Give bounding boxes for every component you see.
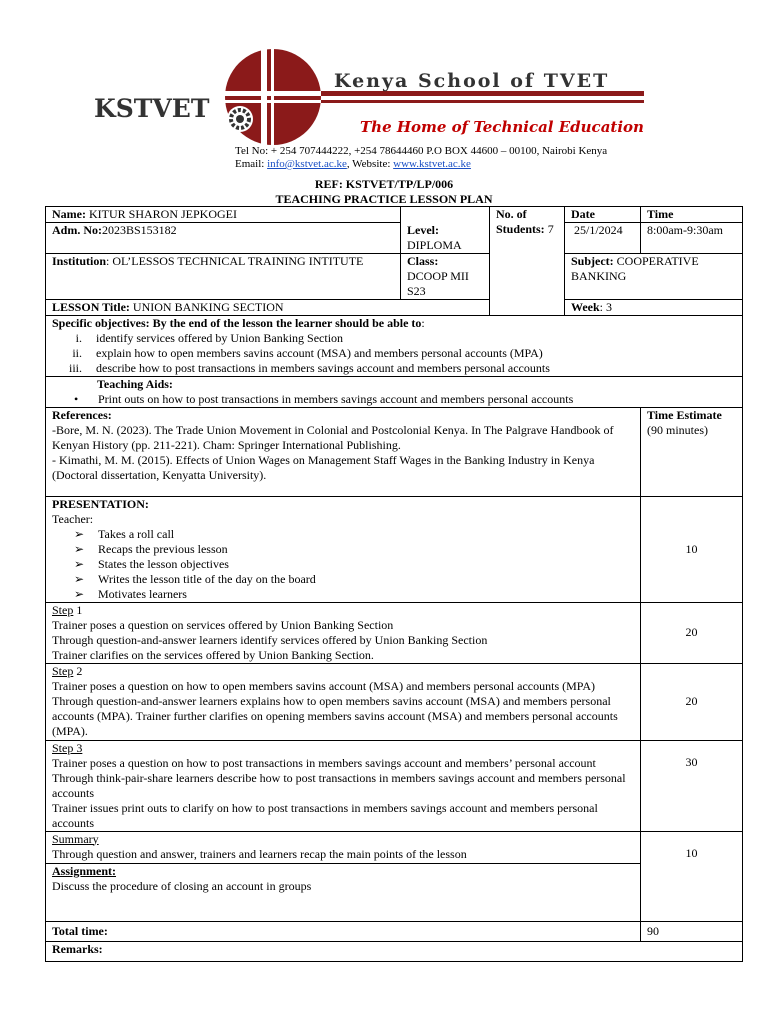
name-cell: Name: KITUR SHARON JEPKOGEI [46,207,401,223]
objective-item: ii. explain how to open members savins account (MSA) and members personal accounts (MPA) [72,345,543,360]
date-label: Date [565,207,641,223]
presentation-item: ➢ Takes a roll call [74,526,175,541]
lesson-title-cell: LESSON Title: UNION BANKING SECTION [46,299,490,315]
presentation-item: ➢ Motivates learners [74,586,187,601]
reference-1: -Bore, M. N. (2023). The Trade Union Movement in Colonial and Postcolonial Kenya. In The Palgrave Handbook of Kenyan History (pp. 211-221). Cham: Springer International Publishing. [52,422,614,452]
class-cell: Class: DCOOP MII S23 [401,253,490,299]
step-3-cell: Step 3 Trainer poses a question on how to post transactions in members savings account and members’ personal account Through think-pair-share learners describe how to post transactions in members savings account and members personal accounts Trainer issues print outs to clarify on how to post transactions in members savings account and members personal accounts [46,740,641,831]
email-line: Email: info@kstvet.ac.ke, Website: www.kstvet.ac.ke [235,158,471,170]
step-2-time: 20 [641,663,743,740]
institution-cell: Institution: OL’LESSOS TECHNICAL TRAINING INTITUTE [46,253,401,299]
total-time-label: Total time: [46,921,641,941]
document-ref: REF: KSTVET/TP/LP/006 [314,177,454,191]
website-link[interactable]: www.kstvet.ac.ke [393,158,471,170]
presentation-item: ➢ Recaps the previous lesson [74,541,228,556]
teaching-aid-item: • Print outs on how to post transactions in members savings account and members personal accounts [74,391,574,406]
references-cell: References: -Bore, M. N. (2023). The Trade Union Movement in Colonial and Postcolonial Kenya. In The Palgrave Handbook of Kenyan History (pp. 211-221). Cham: Springer International Publishing. - Kimathi, M. M. (2015). Effects of Union Wages on Management Staff Wages in the Banking Industry in Kenya (Doctoral dissertation, Kenyatta University). [46,407,641,496]
logo-text: KSTVET [94,94,210,123]
subject-cell: Subject: COOPERATIVE BANKING [565,253,743,299]
remarks-cell: Remarks: [46,941,743,961]
tel-line: Tel No: + 254 707444222, +254 78644460 P.O BOX 44600 – 00100, Nairobi Kenya [235,145,608,157]
week-cell: Week: 3 [565,299,743,315]
school-tagline: The Home of Technical Education [360,118,644,136]
adm-cell: Adm. No:2023BS153182 [46,223,401,254]
objective-item: iii. describe how to post transactions in members savings account and members personal accounts [68,360,550,375]
time-estimate-cell: Time Estimate (90 minutes) [641,407,743,496]
teaching-aids-cell: Teaching Aids: • Print outs on how to post transactions in members savings account and members personal accounts [46,376,743,407]
school-name: Kenya School of TVET [334,70,610,92]
email-link[interactable]: info@kstvet.ac.ke [267,158,347,170]
objectives-cell: Specific objectives: By the end of the lesson the learner should be able to: i. identify services offered by Union Banking Section ii. explain how to open members savins account (MSA) and members personal accounts (MPA) iii. describe how to post transactions in members savings account and members personal accounts [46,315,743,376]
lesson-plan-grid [45,206,743,962]
time-label: Time [641,207,743,223]
level-cell: Level: DIPLOMA [401,223,490,254]
step-2-cell: Step 2 Trainer poses a question on how to open members savins account (MSA) and members personal accounts (MPA) Through question-and-answer learners explains how to open members savins account (MSA) and members personal accounts (MPA). Trainer further clarifies on opening members savins account (MSA) and members personal accounts (MPA). [46,663,641,740]
document-title: TEACHING PRACTICE LESSON PLAN [275,192,493,206]
presentation-item: ➢ States the lesson objectives [74,556,229,571]
date-value: 25/1/2024 [565,223,641,254]
contact-details [235,145,607,171]
step-1-time: 20 [641,602,743,663]
presentation-time: 10 [641,496,743,602]
students-cell: No. of Students: 7 [490,207,565,316]
presentation-cell: PRESENTATION: Teacher: ➢ Takes a roll call ➢ Recaps the previous lesson ➢ States the lesson objectives ➢ Writes the lesson title of the day on the board ➢ Motivates learners [46,496,641,602]
summary-cell: Summary Through question and answer, trainers and learners recap the main points of the lesson [46,831,641,863]
summary-time: 10 [641,831,743,921]
total-time-value: 90 [641,921,743,941]
reference-2: - Kimathi, M. M. (2015). Effects of Union Wages on Management Staff Wages in the Banking Industry in Kenya (Doctoral dissertation, Kenyatta University). [52,452,595,482]
assignment-cell: Assignment: Discuss the procedure of closing an account in groups [46,863,641,921]
objective-item: i. identify services offered by Union Banking Section [75,330,344,345]
step-1-cell: Step 1 Trainer poses a question on services offered by Union Banking Section Through question-and-answer learners identify services offered by Union Banking Section Trainer clarifies on the services offered by Union Banking Section. [46,602,641,663]
step-3-time: 30 [641,740,743,831]
kstvet-logo [88,45,648,145]
presentation-item: ➢ Writes the lesson title of the day on the board [74,571,316,586]
time-value: 8:00am-9:30am [641,223,743,254]
